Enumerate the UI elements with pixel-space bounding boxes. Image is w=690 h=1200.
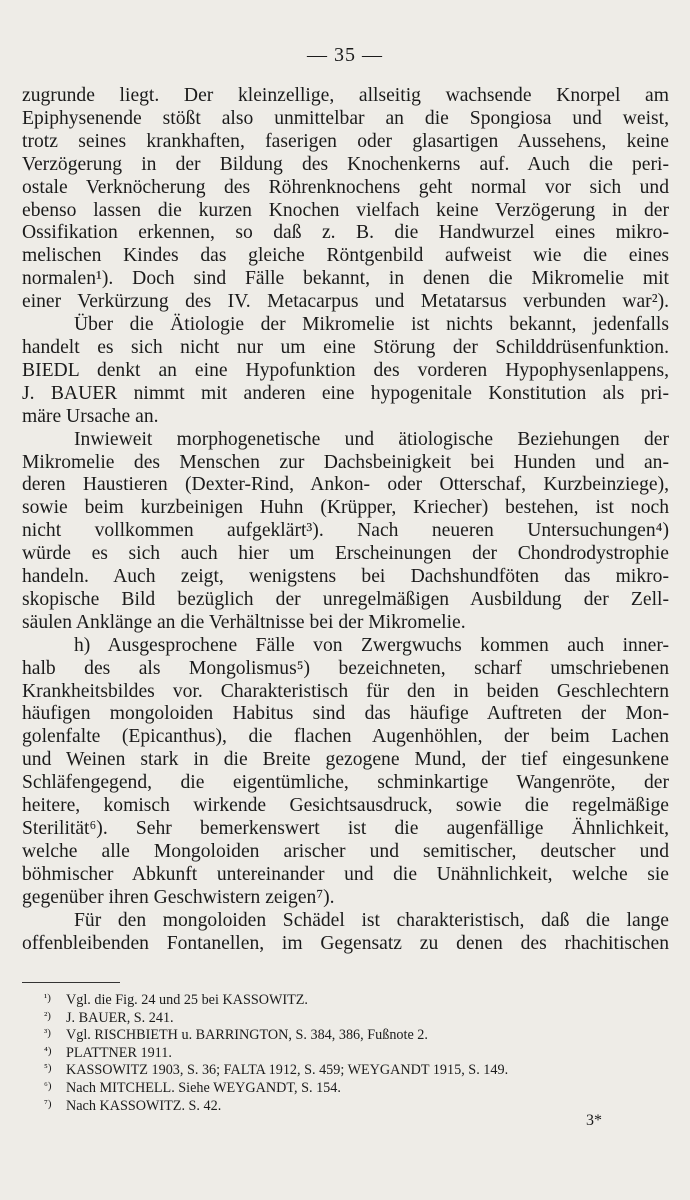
text-line: Über die Ätiologie der Mikromelie ist nichts bekannt, jedenfalls	[74, 314, 669, 336]
text-line: welche alle Mongoloiden arischer und semitischer, deutscher und	[22, 840, 669, 862]
footnote	[44, 1096, 666, 1114]
footnote-marker: ²)	[44, 1009, 51, 1022]
footnote-text: Vgl. die Fig. 24 und 25 bei KASSOWITZ.	[66, 992, 308, 1008]
footnote	[44, 1043, 666, 1061]
text-line: nicht vollkommen aufgeklärt³). Nach neueren Untersuchungen⁴)	[22, 520, 669, 542]
text-line: würde es sich auch hier um Erscheinungen der Chondrodystrophie	[22, 543, 669, 565]
text-line: Mikromelie des Menschen zur Dachsbeinigkeit bei Hunden und an-	[22, 451, 669, 473]
text-line: Inwieweit morphogenetische und ätiologische Beziehungen der	[74, 428, 669, 450]
footnote	[44, 1060, 666, 1079]
text-line: böhmischer Abkunft untereinander und die Unähnlichkeit, welche sie	[22, 863, 669, 885]
footnote-text: KASSOWITZ 1903, S. 36; FALTA 1912, S. 459; WEYGANDT 1915, S. 149.	[66, 1062, 509, 1079]
text-line: märe Ursache an.	[22, 405, 159, 427]
signature-mark: 3*	[586, 1112, 602, 1129]
footnotes	[44, 990, 666, 1114]
text-line: offenbleibenden Fontanellen, im Gegensatz zu denen des rhachitischen	[22, 932, 669, 954]
text-line: gegenüber ihren Geschwistern zeigen⁷).	[22, 886, 335, 908]
text-line: skopische Bild bezüglich der unregelmäßigen Ausbildung der Zell-	[22, 588, 669, 610]
text-line: Ossifikation erkennen, so daß z. B. die Handwurzel eines mikro-	[22, 222, 669, 244]
footnote	[44, 990, 666, 1008]
footnote-marker: ⁴)	[44, 1044, 52, 1057]
footnote-text: Nach KASSOWITZ. S. 42.	[66, 1097, 222, 1114]
footnote	[44, 1025, 666, 1044]
text-line: BIEDL denkt an eine Hypofunktion des vorderen Hypophysenlappens,	[22, 359, 669, 381]
text-line: ebenso lassen die kurzen Knochen vielfach keine Verzögerung in der	[22, 199, 669, 221]
footnote-marker: ⁶)	[44, 1079, 52, 1092]
text-line: sowie beim kurzbeinigen Huhn (Krüpper, Kriecher) bestehen, ist noch	[22, 497, 669, 519]
text-line: Sterilität⁶). Sehr bemerkenswert ist die augenfällige Ähnlichkeit,	[22, 818, 669, 839]
footnote-marker: ³)	[44, 1027, 51, 1040]
text-line: halb des als Mongolismus⁵) bezeichneten, scharf umschriebenen	[22, 657, 669, 679]
page-number: — 35 —	[307, 44, 383, 66]
text-line: ostale Verknöcherung des Röhrenknochens geht normal vor sich und	[22, 176, 669, 198]
text-line: einer Verkürzung des IV. Metacarpus und Metatarsus verbunden war²).	[22, 291, 669, 313]
text-line: Für den mongoloiden Schädel ist charakteristisch, daß die lange	[74, 909, 669, 931]
text-line: zugrunde liegt. Der kleinzellige, allseitig wachsende Knorpel am	[22, 85, 669, 106]
body-text	[22, 85, 669, 955]
footnote-text: J. BAUER, S. 241.	[66, 1009, 174, 1026]
text-line: heitere, komisch wirkende Gesichtsausdruck, sowie die regelmäßige	[22, 795, 669, 817]
text-line: Epiphysenende stößt also unmittelbar an die Spongiosa und weist,	[22, 107, 669, 129]
text-line: normalen¹). Doch sind Fälle bekannt, in denen die Mikromelie mit	[22, 268, 669, 290]
footnote-text: PLATTNER 1911.	[66, 1044, 172, 1061]
footnote-text: Nach MITCHELL. Siehe WEYGANDT, S. 154.	[66, 1079, 341, 1096]
text-line: häufigen mongoloiden Habitus sind das häufige Auftreten der Mon-	[22, 703, 669, 725]
text-line: trotz seines krankhaften, faserigen oder glasartigen Aussehens, keine	[22, 130, 669, 152]
footnote-marker: ⁷)	[44, 1097, 52, 1110]
text-line: h) Ausgesprochene Fälle von Zwergwuchs kommen auch inner-	[74, 634, 669, 656]
footnote-text: Vgl. RISCHBIETH u. BARRINGTON, S. 384, 386, Fußnote 2.	[66, 1027, 428, 1044]
text-line: und Weinen stark in die Breite gezogene Mund, der tief eingesunkene	[22, 749, 669, 771]
text-line: Verzögerung in der Bildung des Knochenkerns auf. Auch die peri-	[22, 153, 669, 175]
footnote-rule	[22, 982, 120, 983]
text-line: deren Haustieren (Dexter-Rind, Ankon- oder Otterschaf, Kurzbeinziege),	[22, 474, 669, 496]
footnote-marker: ¹)	[44, 992, 51, 1004]
footnote	[44, 1078, 666, 1096]
text-line: säulen Anklänge an die Verhältnisse bei der Mikromelie.	[22, 611, 466, 633]
text-line: handeln. Auch zeigt, wenigstens bei Dachshundföten das mikro-	[22, 566, 669, 588]
text-line: handelt es sich nicht nur um eine Störung der Schilddrüsenfunktion.	[22, 336, 669, 358]
footnote-marker: ⁵)	[44, 1062, 52, 1075]
text-line: golenfalte (Epicanthus), die flachen Augenhöhlen, der beim Lachen	[22, 726, 669, 748]
footnote	[44, 1008, 666, 1026]
text-line: melischen Kindes das gleiche Röntgenbild aufweist wie die eines	[22, 245, 669, 267]
text-line: J. BAUER nimmt mit anderen eine hypogenitale Konstitution als pri-	[22, 382, 669, 404]
text-line: Schläfengegend, die eigentümliche, schminkartige Wangenröte, der	[22, 772, 669, 794]
text-line: Krankheitsbildes vor. Charakteristisch für den in beiden Geschlechtern	[22, 680, 669, 702]
